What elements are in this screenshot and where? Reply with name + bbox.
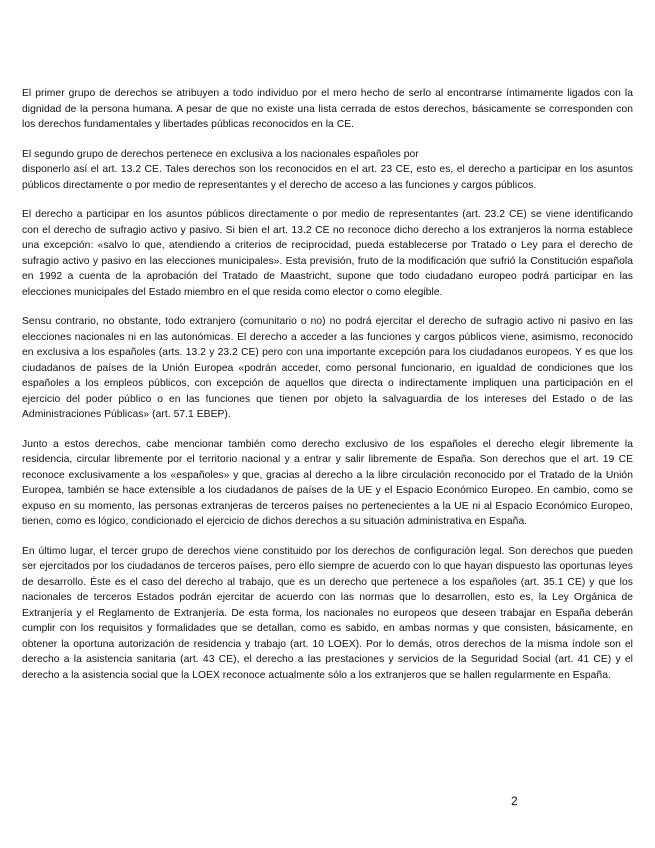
paragraph-6: En último lugar, el tercer grupo de derechos viene constituido por los derechos de configuración legal. Son derechos que pueden ser ejercitados por los ciudadanos de terceros países, pero ello siempre de acuerdo con lo que hayan dispuesto las oportunas leyes de desarrollo. Éste es el caso del derecho al trabajo, que es un derecho que pertenece a los españoles (art. 35.1 CE) y que los nacionales de terceros Estados podrán ejercitar de acuerdo con las normas que lo desarrollen, esto es, la Ley Orgánica de Extranjería y el Reglamento de Extranjería. De esta forma, los nacionales no europeos que deseen trabajar en España deberán cumplir con los requisitos y formalidades que se detallan, como es sabido, en ambas normas y que consisten, básicamente, en obtener la oportuna autorización de residencia y trabajo (art. 10 LOEX). Por lo demás, otros derechos de la misma índole son el derecho a la asistencia sanitaria (art. 43 CE), el derecho a las prestaciones y servicios de la Seguridad Social (art. 41 CE) y el derecho a la asistencia social que la LOEX reconoce actualmente sólo a los extranjeros que se hallen regularmente en España. xyxy=(22,545,633,681)
paragraph-2: El segundo grupo de derechos pertenece en exclusiva a los nacionales españoles por disponerlo así el art. 13.2 CE. Tales derechos son los reconocidos en el art. 23 CE, esto es, el derecho a participar en los asuntos públicos directamente o por medio de representantes y el derecho de acceso a las funciones y cargos públicos. xyxy=(22,148,633,191)
paragraph-1: El primer grupo de derechos se atribuyen a todo individuo por el mero hecho de serlo al encontrarse íntimamente ligados con la dignidad de la persona humana. A pesar de que no existe una lista cerrada de estos derechos, básicamente se corresponden con los derechos fundamentales y libertades públicas reconocidos en la CE. xyxy=(22,88,633,130)
page-number: 2 xyxy=(511,794,518,808)
paragraph-3: El derecho a participar en los asuntos públicos directamente o por medio de representantes (art. 23.2 CE) se viene identificando con el derecho de sufragio activo y pasivo. Si bien el art. 13.2 CE no reconoce dicho derecho a los extranjeros la norma establece una excepción: «salvo lo que, atendiendo a criterios de reciprocidad, pueda establecerse por Tratado o Ley para el derecho de sufragio activo y pasivo en las elecciones municipales». Esta previsión, fruto de la modificación que sufrió la Constitución española en 1992 a cuenta de la aprobación del Tratado de Maastricht, supone que todo ciudadano europeo podrá participar en las elecciones municipales del Estado miembro en el que resida como elector o como elegible. xyxy=(22,209,633,298)
paragraph-4: Sensu contrario, no obstante, todo extranjero (comunitario o no) no podrá ejercitar el derecho de sufragio activo ni pasivo en las elecciones nacionales ni en las autonómicas. El derecho a acceder a las funciones y cargos públicos viene, asimismo, reconocido en exclusiva a los españoles (arts. 13.2 y 23.2 CE) pero con una importante excepción para los ciudadanos europeos. Y es que los ciudadanos de países de la Unión Europea «podrán acceder, como personal funcionario, en igualdad de condiciones que los españoles a los empleos públicos, con excepción de aquellos que directa o indirectamente impliquen una participación en el ejercicio del poder público o en las funciones que tienen por objeto la salvaguardia de los intereses del Estado o de las Administraciones Públicas» (art. 57.1 EBEP). xyxy=(22,316,633,420)
paragraph-5: Junto a estos derechos, cabe mencionar también como derecho exclusivo de los españoles el derecho elegir libremente la residencia, circular libremente por el territorio nacional y a entrar y salir libremente de España. Son derechos que el art. 19 CE reconoce exclusivamente a los «españoles» y que, gracias al derecho a la libre circulación reconocido por el Tratado de la Unión Europea, también se hace extensible a los ciudadanos de países de la UE y el Espacio Económico Europeo. En cambio, como se expuso en su momento, las personas extranjeras de terceros países no pertenecientes a la UE ni al Espacio Económico Europeo, tienen, como es lógico, condicionado el ejercicio de dichos derechos a su situación administrativa en España. xyxy=(22,438,633,527)
